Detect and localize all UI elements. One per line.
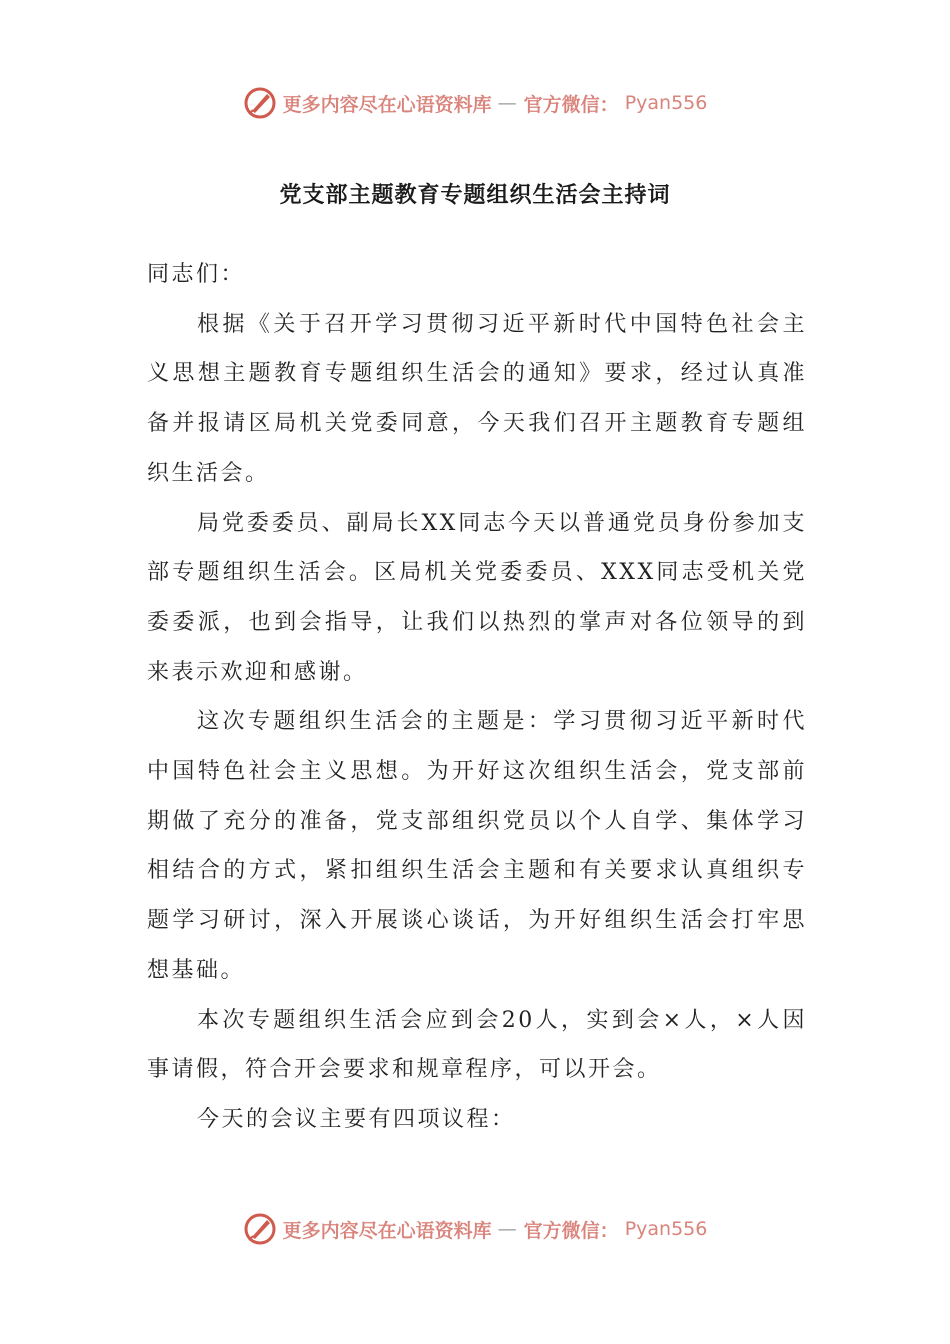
document-body (147, 250, 807, 1145)
watermark-wechat-id: Pyan556 (624, 1218, 708, 1240)
paragraph: 这次专题组织生活会的主题是：学习贯彻习近平新时代中国特色社会主义思想。为开好这次组织生活会，党支部前期做了充分的准备，党支部组织党员以个人自学、集体学习相结合的方式，紧扣组织生活会主题和有关要求认真组织专题学习研讨，深入开展谈心谈话，为开好组织生活会打牢思想基础。 (147, 709, 807, 983)
paragraph: 本次专题组织生活会应到会20人，实到会×人，×人因事请假，符合开会要求和规章程序，可以开会。 (147, 1007, 807, 1083)
watermark-site-text: 更多内容尽在心语资料库 (282, 93, 492, 116)
footer-watermark (0, 1212, 950, 1246)
paragraph: 根据《关于召开学习贯彻习近平新时代中国特色社会主义思想主题教育专题组织生活会的通知》要求，经过认真准备并报请区局机关党委同意，今天我们召开主题教育专题组织生活会。 (147, 311, 807, 486)
greeting: 同志们： (147, 262, 246, 287)
quill-logo-icon (243, 86, 277, 120)
watermark-separator: — (497, 92, 518, 114)
watermark-separator: — (497, 1218, 518, 1240)
quill-logo-icon (243, 1212, 277, 1246)
watermark-wechat-id: Pyan556 (624, 92, 708, 114)
header-watermark (0, 86, 950, 120)
watermark-wechat-label: 官方微信： (523, 1219, 619, 1242)
document-title: 党支部主题教育专题组织生活会主持词 (279, 183, 671, 208)
watermark-wechat-label: 官方微信： (523, 93, 619, 116)
paragraph: 局党委委员、副局长XX同志今天以普通党员身份参加支部专题组织生活会。区局机关党委委员、XXX同志受机关党委委派，也到会指导，让我们以热烈的掌声对各位领导的到来表示欢迎和感谢。 (147, 510, 807, 685)
paragraph: 今天的会议主要有四项议程： (197, 1106, 516, 1132)
watermark-site-text: 更多内容尽在心语资料库 (282, 1219, 492, 1242)
